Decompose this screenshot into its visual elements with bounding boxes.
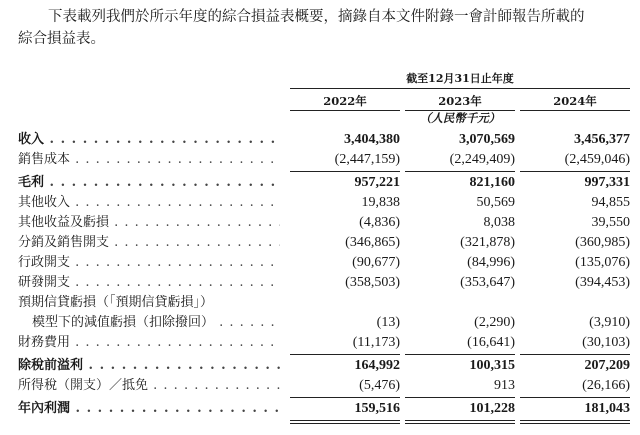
row-label: 模型下的減值虧損（扣除撥回） . . . [18,313,280,333]
row-value: (2,249,409) [449,152,515,167]
row-value: 913 [494,378,515,393]
row-value: (26,166) [582,378,630,393]
total-double-rule [520,420,630,424]
row-label: 分銷及銷售開支 . . . [18,233,280,253]
row-label: 研發開支 . . . [18,273,280,293]
period-rule [290,88,630,89]
row-value: (358,503) [345,275,400,290]
row-value: (13) [376,315,400,330]
subtotal-rule [520,171,630,172]
row-value: 19,838 [361,195,400,210]
row-label: 年內利潤 . . . [18,399,280,419]
table-row-finance-costs [18,333,630,353]
row-value: (84,996) [467,255,515,270]
intro-line-1: 下表載列我們於所示年度的綜合損益表概要，摘錄自本文件附錄一會計師報告所載的 [48,9,585,25]
row-value: 8,038 [483,215,515,230]
row-value: (30,103) [582,335,630,350]
table-row-rnd [18,273,630,293]
intro-paragraph [18,6,630,50]
intro-line-2: 綜合損益表。 [18,31,105,47]
total-double-rule [405,420,515,424]
subtotal-rule [405,397,515,398]
row-value: 50,569 [476,195,515,210]
row-value: 997,331 [584,175,630,190]
year-header-2024: 2024年 [553,94,597,108]
row-value: (321,878) [460,235,515,250]
row-value: (16,641) [467,335,515,350]
row-value: 3,404,380 [344,132,400,147]
row-value: (346,865) [345,235,400,250]
row-value: (3,910) [589,315,630,330]
row-value: (394,453) [575,275,630,290]
row-value: 164,992 [354,358,400,373]
row-value: 181,043 [584,401,630,416]
year-header-2023: 2023年 [438,94,482,108]
row-value: (11,173) [352,335,400,350]
table-row-administrative [18,253,630,273]
row-value: 3,070,569 [459,132,515,147]
row-label: 其他收益及虧損 . . . [18,213,280,233]
row-value: (4,836) [359,215,400,230]
row-value: 39,550 [591,215,630,230]
year-header-2022: 2022年 [323,94,367,108]
total-double-rule [290,420,400,424]
subtotal-rule [290,397,400,398]
subtotal-rule [290,354,400,355]
row-value: 3,456,377 [574,132,630,147]
table-row-cost-of-sales [18,150,630,170]
row-label: 行政開支 . . . [18,253,280,273]
row-value: 159,516 [354,401,400,416]
subtotal-rule [520,397,630,398]
table-row-income-tax [18,376,630,396]
row-value: 101,228 [469,401,515,416]
table-row-profit-for-year [18,399,630,419]
subtotal-rule [405,354,515,355]
row-label: 除稅前溢利 . . . [18,356,280,376]
year-rule [520,110,630,111]
row-value: 957,221 [354,175,400,190]
row-label: 銷售成本 . . . [18,150,280,170]
row-value: (2,447,159) [334,152,400,167]
table-row-ecl-heading [18,293,630,313]
table-row-distribution-selling [18,233,630,253]
subtotal-rule [520,354,630,355]
table-row-profit-before-tax [18,356,630,376]
row-label: 收入 . . . [18,130,280,150]
row-label: 所得稅（開支）／抵免 . . . [18,376,280,396]
table-row-revenue [18,130,630,150]
subtotal-rule [290,171,400,172]
table-row-ecl-impairment [18,313,630,333]
row-value: (353,647) [460,275,515,290]
row-value: 94,855 [591,195,630,210]
row-value: 207,209 [584,358,630,373]
row-value: 100,315 [469,358,515,373]
table-row-other-gains-losses [18,213,630,233]
row-label: 預期信貸虧損（「預期信貸虧損」） [18,295,214,310]
row-label: 其他收入 . . . [18,193,280,213]
unit-label: （人民幣千元） [419,111,501,125]
row-value: (5,476) [359,378,400,393]
table-row-other-income [18,193,630,213]
row-label: 財務費用 . . . [18,333,280,353]
row-value: (360,985) [575,235,630,250]
row-value: (2,459,046) [564,152,630,167]
row-label: 毛利 . . . [18,173,280,193]
table-row-gross-profit [18,173,630,193]
period-header: 截至12月31日止年度 [406,72,514,85]
subtotal-rule [405,171,515,172]
row-value: (2,290) [474,315,515,330]
row-value: (90,677) [352,255,400,270]
year-rule [290,110,400,111]
row-value: (135,076) [575,255,630,270]
row-value: 821,160 [469,175,515,190]
